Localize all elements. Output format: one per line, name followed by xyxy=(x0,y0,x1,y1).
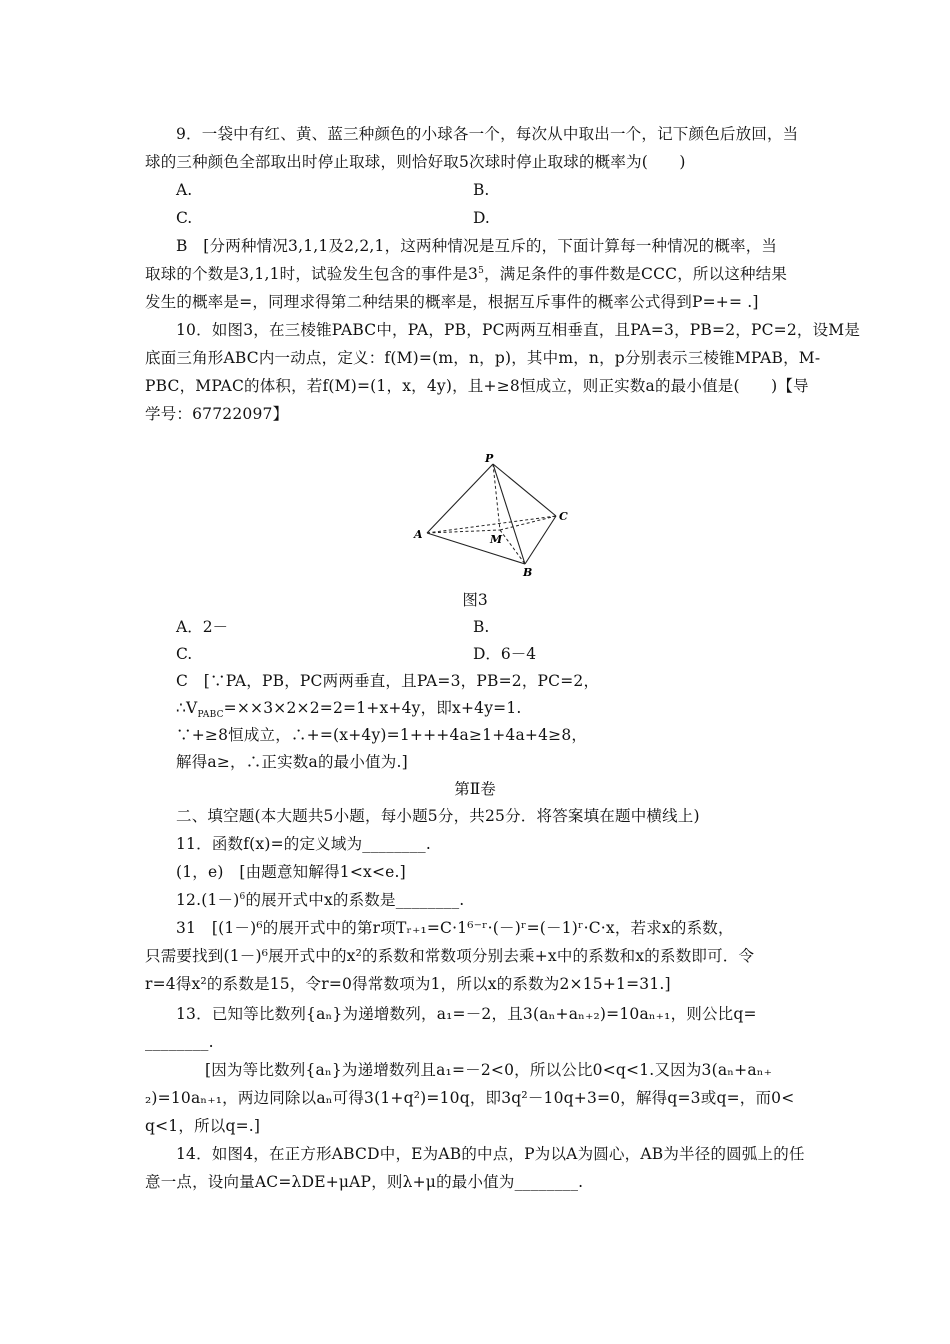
edge-pa xyxy=(427,464,493,533)
q9-option-d: D. xyxy=(473,209,490,227)
q9-option-a: A. xyxy=(176,181,193,199)
q13-answer-line2: ₂)=10aₙ₊₁，两边同除以aₙ可得3(1+q²)=10q，即3q²－10q+3=0，解得q=3或q=，而0< xyxy=(145,1089,795,1107)
q13-answer-line3: q<1，所以q=.] xyxy=(145,1117,261,1135)
label-p: P xyxy=(485,452,494,465)
edge-ac xyxy=(427,516,556,533)
q10-answer-line4: 解得a≥，∴正实数a的最小值为.] xyxy=(176,753,408,771)
q9-answer-line2-b: ，满足条件的事件数是CCC，所以这种结果 xyxy=(484,265,788,283)
edge-pc xyxy=(493,464,556,516)
label-c: C xyxy=(559,510,568,523)
edge-bc xyxy=(525,516,556,564)
q9-line2: 球的三种颜色全部取出时停止取球，则恰好取5次球时停止取球的概率为( ) xyxy=(145,153,686,171)
q10-answer-line2-a: ∴V xyxy=(176,699,198,717)
q14-line1: 14．如图4，在正方形ABCD中，E为AB的中点，P为以A为圆心，AB为半径的圆弧上的任 xyxy=(176,1145,805,1163)
section-heading: 二、填空题(本大题共5小题，每小题5分，共25分．将答案填在题中横线上) xyxy=(176,807,700,825)
q10-option-c: C. xyxy=(176,645,193,663)
q12-line-b: 的展开式中x的系数是________. xyxy=(245,891,465,909)
label-a: A xyxy=(414,528,423,541)
q9-answer-line2-a: 取球的个数是3,1,1时，试验发生包含的事件是3 xyxy=(145,265,479,283)
q12-answer-line2: 只需要找到(1－)⁶展开式中的x²的系数和常数项分别去乘+x中的系数和x的系数即可．令 xyxy=(145,947,755,965)
q9-option-c: C. xyxy=(176,209,193,227)
q13-line2: ________. xyxy=(145,1033,214,1051)
q10-answer-line2 xyxy=(176,698,836,721)
segment-mb xyxy=(500,530,525,564)
q10-answer-line2-b: =××3×2×2=2=1+x+4y，即x+4y=1. xyxy=(223,699,522,717)
q13-answer-line1: [因为等比数列{aₙ}为递增数列且a₁=－2<0，所以公比0<q<1.又因为3(aₙ+aₙ₊ xyxy=(205,1061,773,1079)
figure3-caption: 图3 xyxy=(462,591,488,609)
q10-option-b: B. xyxy=(473,618,490,636)
q12-exponent: 6 xyxy=(239,891,246,902)
edge-pb xyxy=(493,464,525,564)
q9-answer-line2 xyxy=(145,264,805,284)
q11-answer: (1，e) [由题意知解得1<x<e.] xyxy=(176,863,406,881)
label-m: M xyxy=(490,533,503,546)
q9-answer-exponent: 5 xyxy=(478,265,485,276)
q9-answer-line3: 发生的概率是=，同理求得第二种结果的概率是，根据互斥事件的概率公式得到P=+= .] xyxy=(145,293,759,311)
q12-line-a: 12.(1－) xyxy=(176,891,240,909)
edge-ab xyxy=(427,533,525,564)
q12-answer-line1: 31 [(1－)⁶的展开式中的第r项Tᵣ₊₁=C·1⁶⁻ʳ·(－)ʳ=(－1)ʳ·C·x，若求x的系数， xyxy=(176,919,734,937)
part2-title: 第Ⅱ卷 xyxy=(454,780,496,798)
segment-mc xyxy=(500,516,556,530)
q10-answer-subscript: PABC xyxy=(197,710,224,721)
q10-line2: 底面三角形ABC内一动点，定义：f(M)=(m，n，p)，其中m，n，p分别表示三棱锥MPAB，M- xyxy=(145,349,821,367)
q10-answer-line3: ∵+≥8恒成立，∴+=(x+4y)=1+++4a≥1+4a+4≥8， xyxy=(176,726,588,744)
q11-line: 11．函数f(x)=的定义域为________. xyxy=(176,835,432,853)
q13-line1: 13．已知等比数列{aₙ}为递增数列，a₁=－2，且3(aₙ+aₙ₊₂)=10aₙ₊₁，则公比q= xyxy=(176,1005,757,1023)
q10-option-d: D．6－4 xyxy=(473,645,537,663)
q14-line2: 意一点，设向量AC=λDE+μAP，则λ+μ的最小值为________. xyxy=(145,1173,584,1191)
pyramid-figure xyxy=(405,450,585,582)
q10-line3: PBC，MPAC的体积，若f(M)=(1，x，4y)，且+≥8恒成立，则正实数a的最小值是( )【导 xyxy=(145,377,809,395)
q10-option-a: A．2－ xyxy=(176,618,229,636)
q9-line1: 9．一袋中有红、黄、蓝三种颜色的小球各一个，每次从中取出一个，记下颜色后放回，当 xyxy=(176,125,799,143)
q9-option-b: B. xyxy=(473,181,490,199)
label-b: B xyxy=(523,566,533,579)
q10-line4: 学号：67722097】 xyxy=(145,405,289,423)
q9-answer-line1: B [分两种情况3,1,1及2,2,1，这两种情况是互斥的，下面计算每一种情况的概率，当 xyxy=(176,237,778,255)
q10-answer-line1: C [∵PA，PB，PC两两垂直，且PA=3，PB=2，PC=2， xyxy=(176,672,600,690)
q12-answer-line3: r=4得x²的系数是15，令r=0得常数项为1，所以x的系数为2×15+1=31.] xyxy=(145,975,671,993)
q12-line xyxy=(176,890,836,910)
q10-line1: 10．如图3，在三棱锥PABC中，PA，PB，PC两两互相垂直，且PA=3，PB=2，PC=2，设M是 xyxy=(176,321,861,339)
